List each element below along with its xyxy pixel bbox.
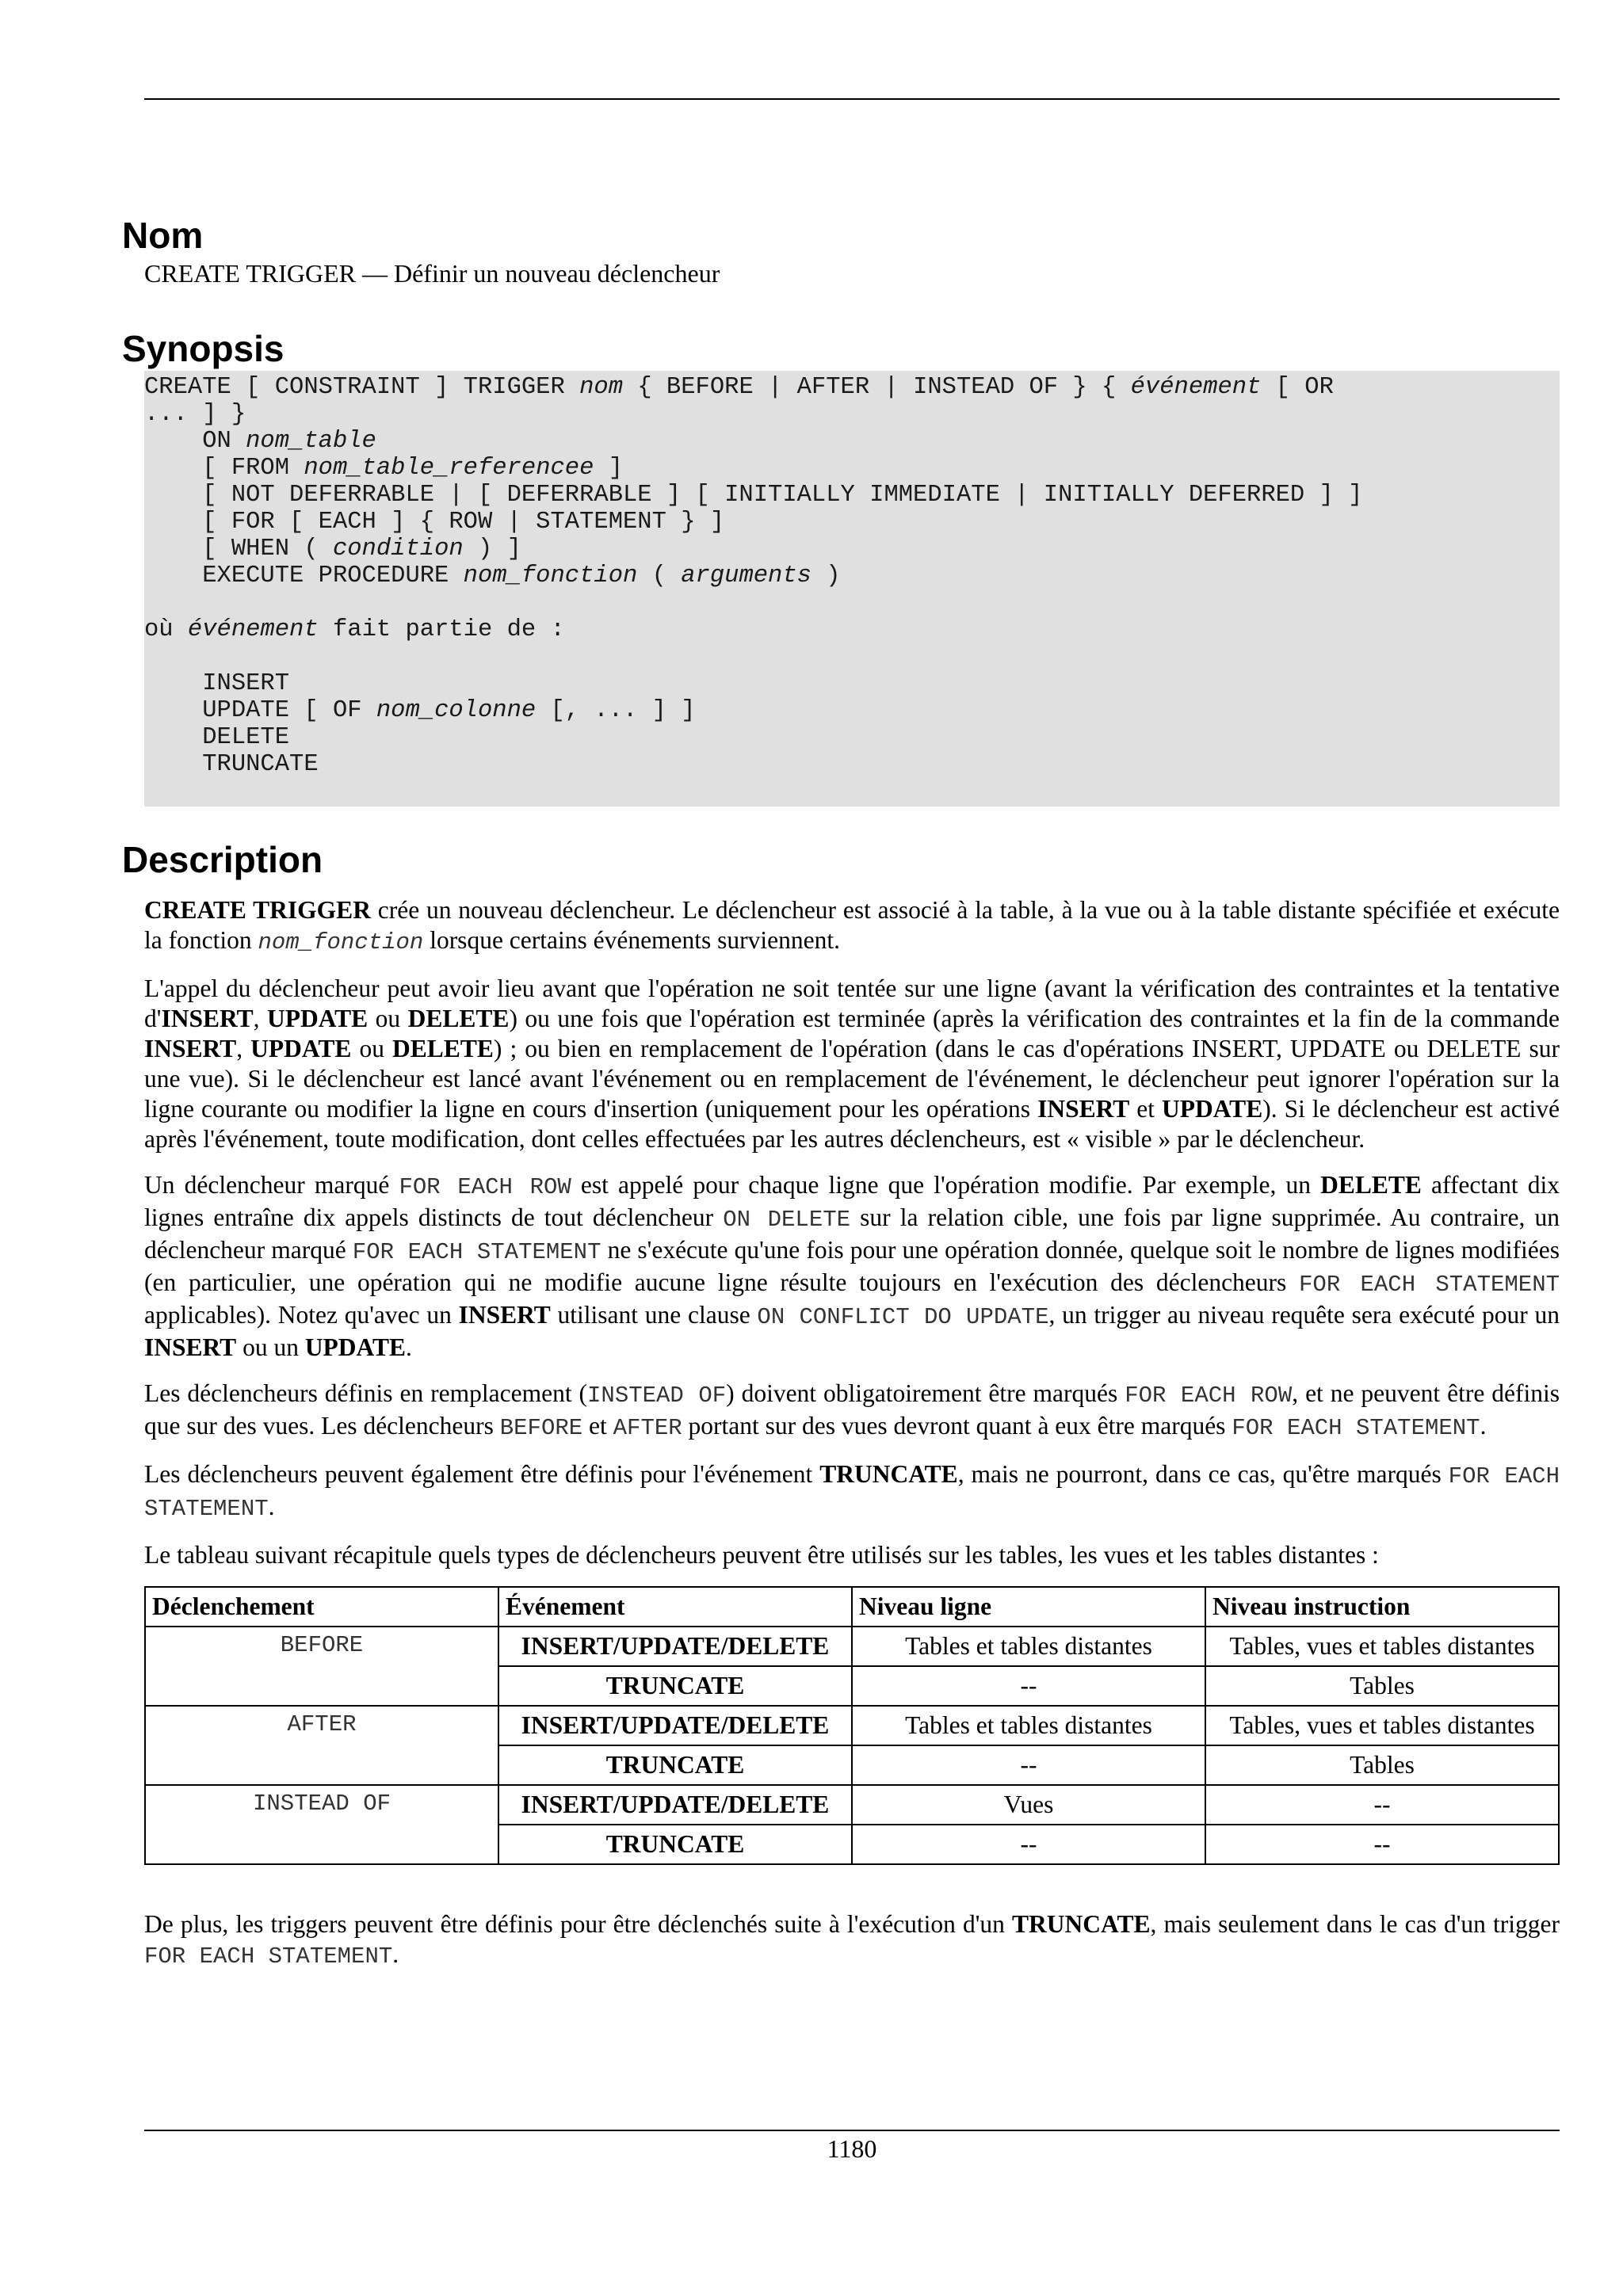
trigger-types-table bbox=[144, 1586, 1560, 1865]
table-cell-row-level: -- bbox=[852, 1745, 1205, 1785]
table-cell-trigger: BEFORE bbox=[145, 1627, 498, 1706]
table-cell-row-level: Vues bbox=[852, 1785, 1205, 1825]
table-cell-event: TRUNCATE bbox=[498, 1745, 852, 1785]
description-paragraph-5: Les déclencheurs peuvent également être définis pour l'événement TRUNCATE, mais ne pourront, dans ce cas, qu'être marqués FOR EACH STATEMENT. bbox=[144, 1459, 1560, 1522]
table-cell-trigger: AFTER bbox=[145, 1706, 498, 1785]
table-header-cell: Niveau instruction bbox=[1205, 1587, 1559, 1627]
page-number: 1180 bbox=[827, 2134, 877, 2163]
table-cell-row-level: Tables et tables distantes bbox=[852, 1627, 1205, 1666]
table-cell-trigger: INSTEAD OF bbox=[145, 1785, 498, 1864]
description-paragraph-1: CREATE TRIGGER crée un nouveau déclencheur. Le déclencheur est associé à la table, à la vue ou à la table distante spécifiée et exécute la fonction nom_fonction lorsque certains événements surviennent. bbox=[144, 895, 1560, 955]
table-cell-statement-level: Tables bbox=[1205, 1745, 1559, 1785]
header-rule bbox=[144, 98, 1560, 100]
table-row bbox=[145, 1627, 1559, 1666]
description-paragraph-4: Les déclencheurs définis en remplacement (INSTEAD OF) doivent obligatoirement être marqués FOR EACH ROW, et ne peuvent être définis que sur des vues. Les déclencheurs BEFORE et AFTER portant sur des vues devront quant à eux être marqués FOR EACH STATEMENT. bbox=[144, 1379, 1560, 1441]
description-heading: Description bbox=[122, 839, 323, 881]
description-paragraph-6: Le tableau suivant récapitule quels types de déclencheurs peuvent être utilisés sur les tables, les vues et les tables distantes : bbox=[144, 1540, 1379, 1569]
table-header-row bbox=[145, 1587, 1559, 1627]
refpurpose: CREATE TRIGGER — Définir un nouveau déclencheur bbox=[144, 259, 720, 288]
table-cell-statement-level: -- bbox=[1205, 1785, 1559, 1825]
description-paragraph-7: De plus, les triggers peuvent être définis pour être déclenchés suite à l'exécution d'un TRUNCATE, mais seulement dans le cas d'un trigger FOR EACH STATEMENT. bbox=[144, 1909, 1560, 1970]
table-header-cell: Événement bbox=[498, 1587, 852, 1627]
table-cell-statement-level: Tables bbox=[1205, 1666, 1559, 1706]
table-cell-event: INSERT/UPDATE/DELETE bbox=[498, 1785, 852, 1825]
page-content bbox=[122, 214, 1560, 1988]
synopsis-code: CREATE [ CONSTRAINT ] TRIGGER nom { BEFORE | AFTER | INSTEAD OF } { événement [ OR ... ] } ON nom_table [ FROM nom_table_referencee ] [ NOT DEFERRABLE | [ DEFERRABLE ] [ INITIALLY IMMEDIATE | INITIALLY DEFERRED ] ] [ FOR [ EACH ] { ROW | STATEMENT } ] [ WHEN ( condition ) ] EXECUTE PROCEDURE nom_fonction ( arguments ) où événement fait partie de : INSERT UPDATE [ OF nom_colonne [, ... ] ] DELETE TRUNCATE bbox=[144, 371, 1560, 807]
description-section bbox=[122, 838, 1560, 1971]
table-row bbox=[145, 1706, 1559, 1745]
table-cell-event: TRUNCATE bbox=[498, 1825, 852, 1864]
table-row bbox=[145, 1785, 1559, 1825]
table-header-cell: Déclenchement bbox=[145, 1587, 498, 1627]
table-cell-row-level: Tables et tables distantes bbox=[852, 1706, 1205, 1745]
table-header-cell: Niveau ligne bbox=[852, 1587, 1205, 1627]
synopsis-heading: Synopsis bbox=[122, 328, 285, 370]
table-cell-statement-level: Tables, vues et tables distantes bbox=[1205, 1627, 1559, 1666]
footer-rule bbox=[144, 2130, 1560, 2131]
description-paragraph-3: Un déclencheur marqué FOR EACH ROW est appelé pour chaque ligne que l'opération modifie. Par exemple, un DELETE affectant dix lignes entraîne dix appels distincts de tout déclencheur ON DELETE sur la relation cible, une fois par ligne supprimée. Au contraire, un déclencheur marqué FOR EACH STATEMENT ne s'exécute qu'une fois pour une opération donnée, quelque soit le nombre de lignes modifiées (en particulier, une opération qui ne modifie aucune ligne résulte toujours en l'exécution des déclencheurs FOR EACH STATEMENT applicables). Notez qu'avec un INSERT utilisant une clause ON CONFLICT DO UPDATE, un trigger au niveau requête sera exécuté pour un INSERT ou un UPDATE. bbox=[144, 1170, 1560, 1361]
table-cell-row-level: -- bbox=[852, 1825, 1205, 1864]
table-cell-event: INSERT/UPDATE/DELETE bbox=[498, 1706, 852, 1745]
description-paragraph-2: L'appel du déclencheur peut avoir lieu avant que l'opération ne soit tentée sur une ligne (avant la vérification des contraintes et la tentative d'INSERT, UPDATE ou DELETE) ou une fois que l'opération est terminée (après la vérification des contraintes et la fin de la commande INSERT, UPDATE ou DELETE) ; ou bien en remplacement de l'opération (dans le cas d'opérations INSERT, UPDATE ou DELETE sur une vue). Si le déclencheur est lancé avant l'événement ou en remplacement de l'événement, le déclencheur peut ignorer l'opération sur la ligne courante ou modifier la ligne en cours d'insertion (uniquement pour les opérations INSERT et UPDATE). Si le déclencheur est activé après l'événement, toute modification, dont celles effectuées par les autres déclencheurs, est « visible » par le déclencheur. bbox=[144, 974, 1560, 1153]
table-cell-event: TRUNCATE bbox=[498, 1666, 852, 1706]
table-cell-event: INSERT/UPDATE/DELETE bbox=[498, 1627, 852, 1666]
table-cell-statement-level: -- bbox=[1205, 1825, 1559, 1864]
nom-heading: Nom bbox=[122, 215, 204, 256]
table-cell-statement-level: Tables, vues et tables distantes bbox=[1205, 1706, 1559, 1745]
nom-section bbox=[122, 214, 1560, 289]
synopsis-section bbox=[122, 327, 1560, 807]
table-cell-row-level: -- bbox=[852, 1666, 1205, 1706]
